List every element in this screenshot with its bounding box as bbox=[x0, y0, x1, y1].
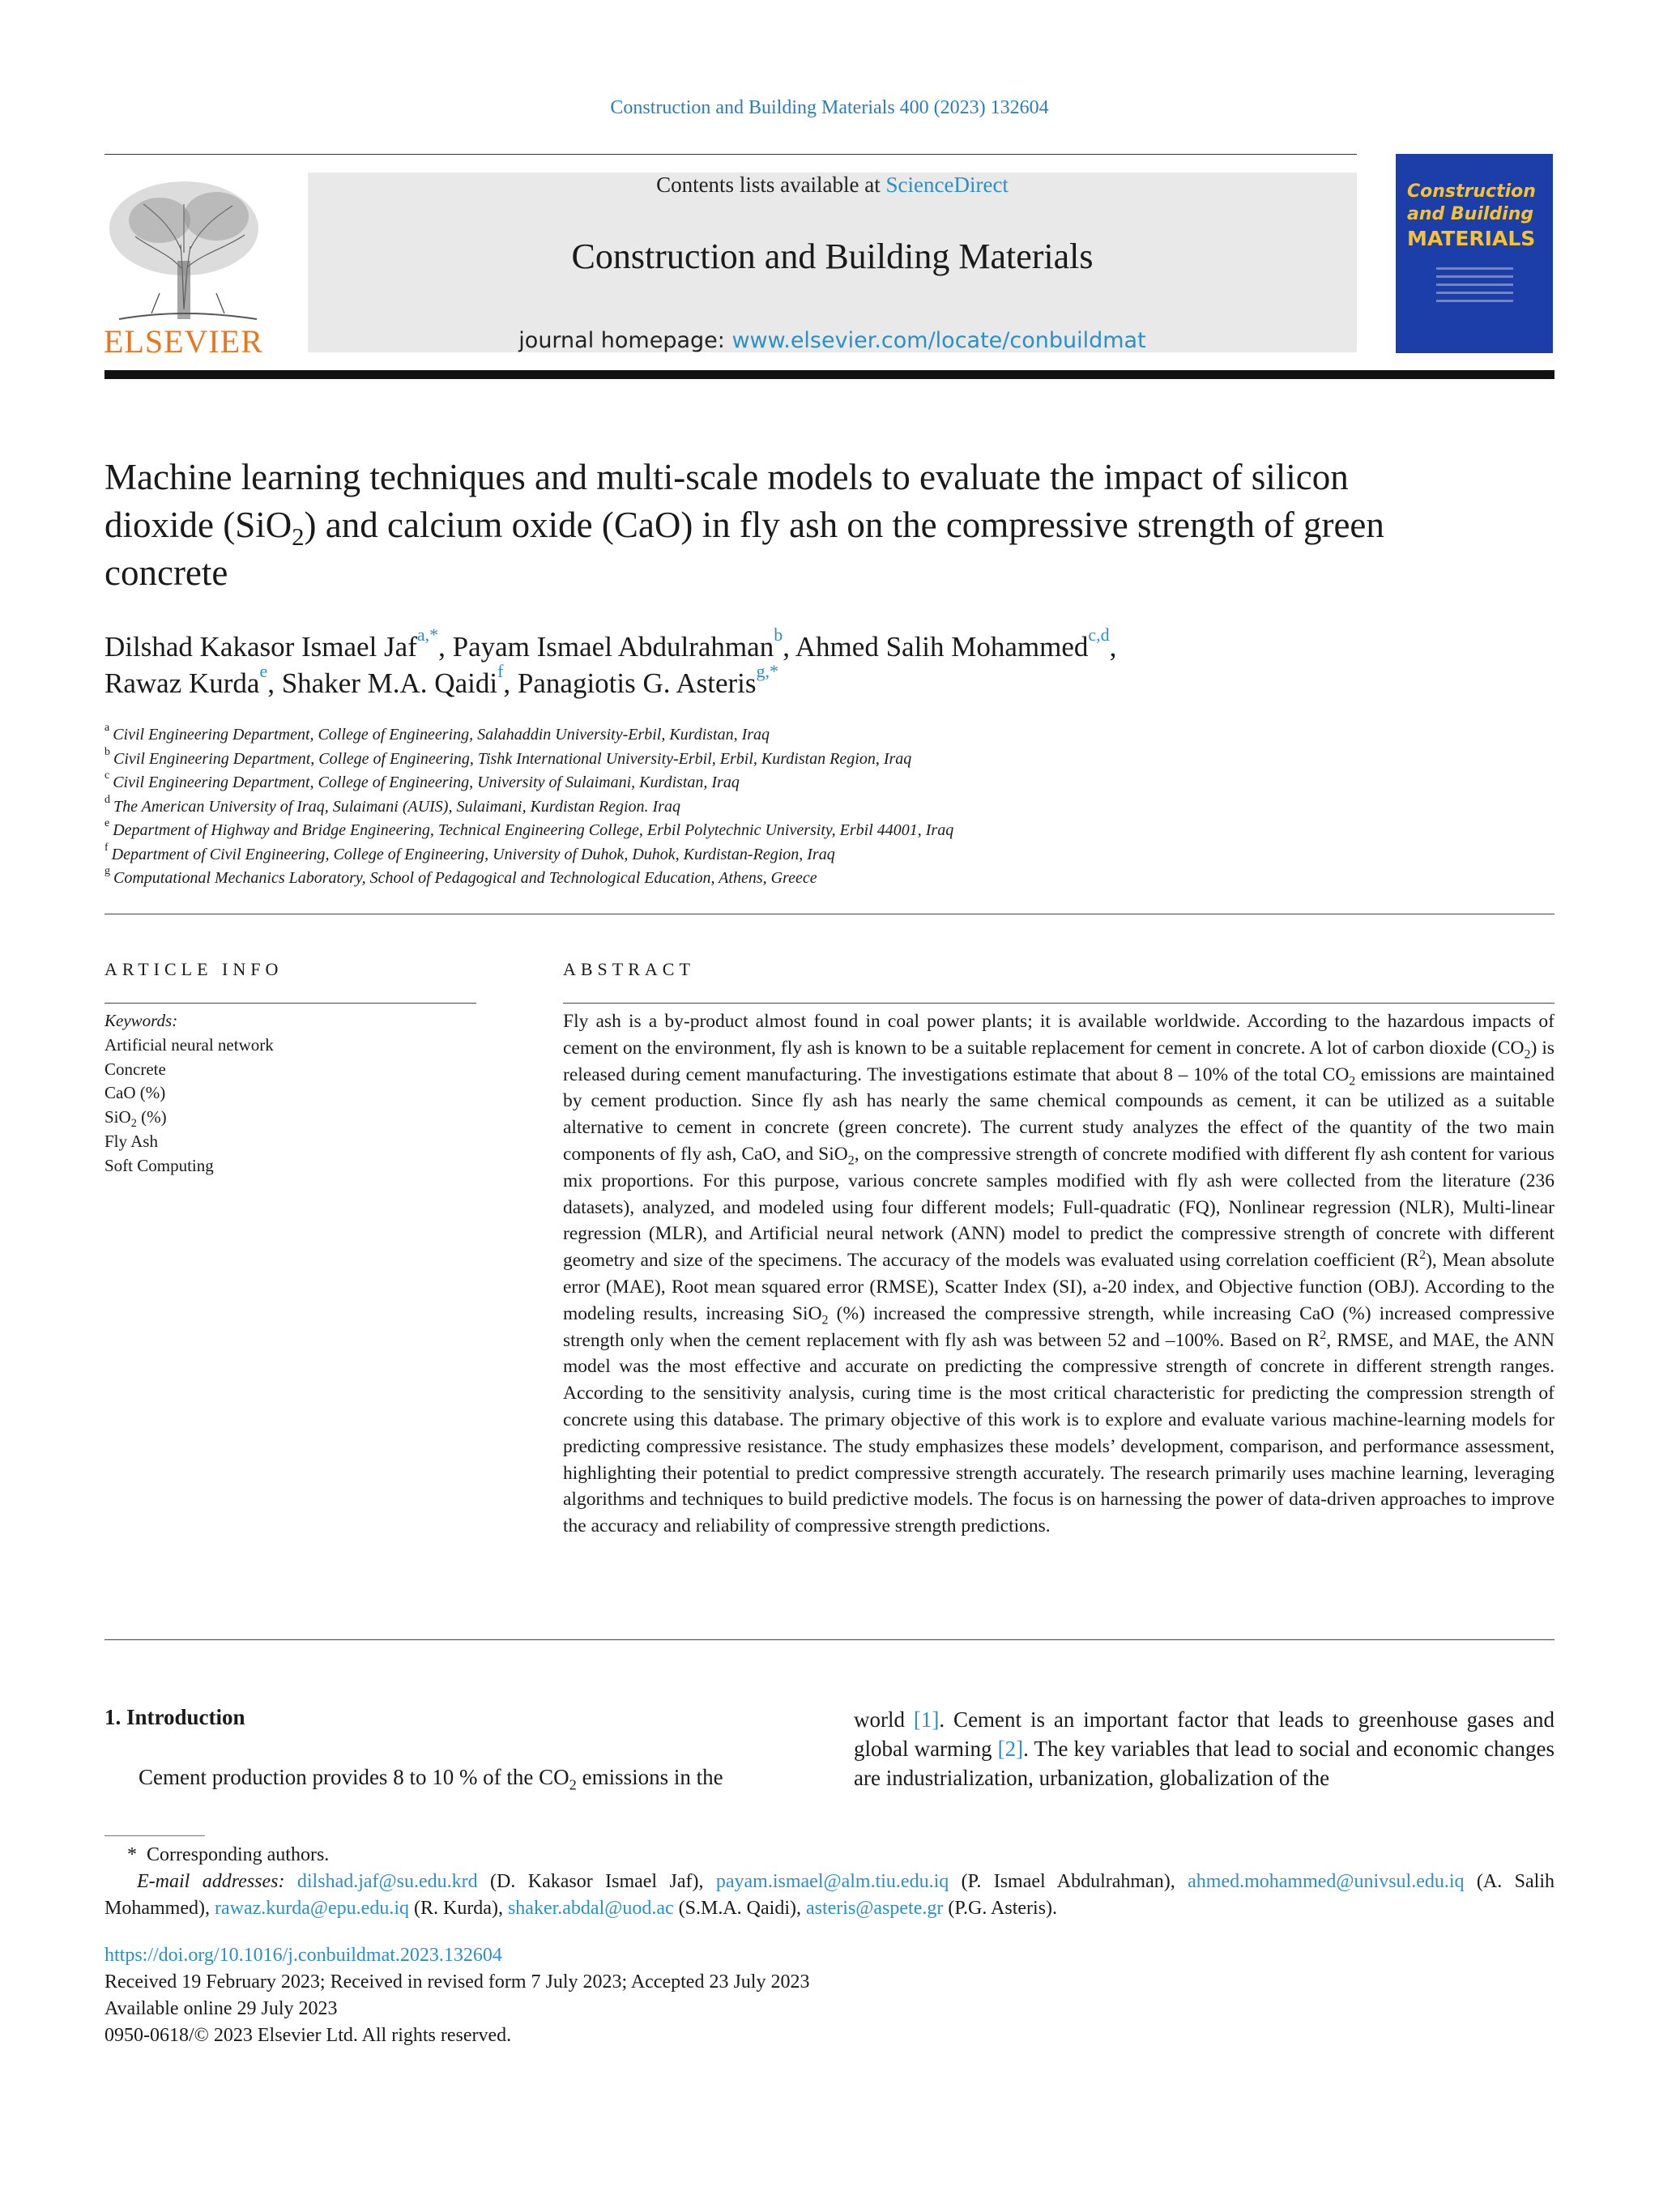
cover-text-line bbox=[1436, 292, 1513, 294]
intro-right-column: world [1]. Cement is an important factor that leads to greenhouse gases and global warming [2]. The key variables that lead to social and economic changes are industrialization, urbanization, globalization of the bbox=[854, 1707, 1555, 1790]
author-affiliation-marks[interactable]: a,* bbox=[416, 624, 439, 646]
corresponding-note: * Corresponding authors. bbox=[127, 1844, 330, 1865]
footnote-rule bbox=[104, 1835, 205, 1836]
author-name: Panagiotis G. Asteris bbox=[517, 667, 757, 699]
cover-title-line2: MATERIALS bbox=[1407, 227, 1536, 250]
footnotes bbox=[104, 1842, 1555, 1922]
affiliation-item: $^e$ Department of Highway and Bridge Engineering, Technical Engineering College, Erbil Polytechnic University, Erbil 44001, Iraq bbox=[104, 817, 954, 839]
keyword-item: CaO (%) bbox=[104, 1083, 166, 1103]
journal-citation-link[interactable]: Construction and Building Materials 400 (2023) 132604 bbox=[610, 97, 1049, 118]
keywords-label: Keywords: bbox=[104, 1011, 178, 1030]
journal-title: Construction and Building Materials bbox=[571, 237, 1094, 276]
author-affiliation-marks[interactable]: b bbox=[774, 624, 783, 646]
author-affiliation-marks[interactable]: e bbox=[259, 661, 268, 682]
keyword-item: Artificial neural network bbox=[104, 1034, 274, 1055]
cover-text-line bbox=[1436, 275, 1513, 278]
keywords-list bbox=[104, 1009, 469, 1178]
abstract-heading: ABSTRACT bbox=[563, 959, 695, 979]
available-online: Available online 29 July 2023 bbox=[104, 1998, 338, 2019]
introduction-heading: 1. Introduction bbox=[104, 1705, 245, 1729]
keyword-item: Soft Computing bbox=[104, 1155, 214, 1175]
email-link[interactable]: payam.ismael@alm.tiu.edu.iq bbox=[715, 1871, 949, 1892]
homepage-link[interactable]: www.elsevier.com/locate/conbuildmat bbox=[731, 328, 1146, 353]
abstract-text: Fly ash is a by-product almost found in coal power plants; it is available worldwide. According to the hazardous impacts of cement on the environment, fly ash is known to be a suitable replacement for cement in concrete. A lot of carbon dioxide $(CO_2)$ is released during cement manufacturing. The investigations estimate that about 8 – 10% of the total $CO_2$ emissions are maintained by cement production. Since fly ash has nearly the same chemical compounds as cement, it can be utilized as a suitable alternative to cement in concrete (green concrete). The current study analyzes the effect of the quantity of the two main components of fly ash, CaO, and SiO$_2$, on the compressive strength of concrete modified with different fly ash content for various mix proportions. For this purpose, various concrete samples modified with fly ash were collected from the literature (236 datasets), analyzed, and modeled using four different models; Full-quadratic (FQ), Nonlinear regression (NLR), Multi-linear regression (MLR), and Artificial neural network (ANN) model to predict the compressive strength of concrete with different geometry and size of the specimens. The accuracy of the models was evaluated using correlation coefficient $(R^2)$, Mean absolute error (MAE), Root mean squared error (RMSE), Scatter Index (SI), a-20 index, and Objective function (OBJ). According to the modeling results, increasing SiO$_2$ (%) increased the compressive strength, while increasing CaO (%) increased compressive strength only when the cement replacement with fly ash was between 52 and –100%. Based on $R^2$, RMSE, and MAE, the ANN model was the most effective and accurate on predicting the compressive strength of concrete in different strength ranges. According to the sensitivity analysis, curing time is the most critical characteristic for predicting the compression strength of concrete using this database. The primary objective of this work is to explore and evaluate various machine-learning models for predicting compressive resistance. The study emphasizes these models’ development, comparison, and performance assessment, highlighting their potential to predict compressive strength accurately. The research primarily uses machine learning, leveraging algorithms and techniques to build predictive models. The focus is on harnessing the power of data-driven approaches to improve the accuracy and reliability of compressive strength predictions. bbox=[563, 1011, 1555, 1537]
cover-title-line1: Construction and Building bbox=[1407, 181, 1536, 224]
cover-text-line bbox=[1436, 300, 1513, 302]
email-link[interactable]: shaker.abdal@uod.ac bbox=[507, 1898, 674, 1919]
email-link[interactable]: dilshad.jaf@su.edu.krd bbox=[296, 1871, 478, 1892]
author-affiliation-marks[interactable]: c,d bbox=[1088, 624, 1110, 646]
homepage-prefix: journal homepage: bbox=[518, 328, 732, 353]
contents-available bbox=[308, 173, 1357, 197]
reference-link[interactable]: [2] bbox=[997, 1737, 1024, 1761]
contents-prefix: Contents lists available at bbox=[656, 173, 886, 197]
abstract-end-rule bbox=[104, 1639, 1555, 1640]
sciencedirect-link[interactable]: ScienceDirect bbox=[885, 173, 1009, 197]
author-affiliation-marks[interactable]: f bbox=[497, 661, 504, 682]
cover-text-line bbox=[1436, 283, 1513, 286]
affiliation-item: $^f$ Department of Civil Engineering, College of Engineering, University of Duhok, Duhok, Kurdistan-Region, Iraq bbox=[104, 841, 835, 863]
author-list: Dilshad Kakasor Ismael Jaf$^{a,*}$, Payam Ismael Abdulrahman$^b$, Ahmed Salih Mohammed$^{c,d}$, Rawaz Kurda$^e$, Shaker M.A. Qaidi$^f$, Panagiotis G. Asteris$^{g,*}$ bbox=[104, 624, 1117, 699]
journal-homepage bbox=[308, 328, 1357, 353]
email-link[interactable]: ahmed.mohammed@univsul.edu.iq bbox=[1188, 1871, 1465, 1892]
abstract-rule bbox=[563, 1003, 1555, 1004]
intro-left-column: Cement production provides 8 to 10 % of the $CO_2$ emissions in the bbox=[139, 1765, 723, 1793]
elsevier-wordmark: ELSEVIER bbox=[104, 323, 263, 360]
author-affiliation-marks[interactable]: g,* bbox=[756, 661, 778, 682]
header-rule bbox=[104, 154, 1357, 155]
article-title: Machine learning techniques and multi-scale models to evaluate the impact of silicon dioxide (SiO$_2$) and calcium oxide (CaO) in fly ash on the compressive strength of green concrete bbox=[104, 457, 1384, 593]
email-addresses: E-mail addresses: dilshad.jaf@su.edu.krd (D. Kakasor Ismael Jaf), payam.ismael@alm.tiu.edu.iq (P. Ismael Abdulrahman), ahmed.mohammed@univsul.edu.iq (A. Salih Mohammed), rawaz.kurda@epu.edu.iq (R. Kurda), shaker.abdal@uod.ac (S.M.A. Qaidi), asteris@aspete.gr (P.G. Asteris). bbox=[104, 1871, 1555, 1919]
copyright-notice: 0950-0618/© 2023 Elsevier Ltd. All rights reserved. bbox=[104, 2025, 512, 2046]
publication-info bbox=[104, 1942, 1077, 2049]
article-info-rule bbox=[104, 1003, 476, 1004]
author-name: Shaker M.A. Qaidi bbox=[281, 667, 498, 699]
doi-link[interactable]: https://doi.org/10.1016/j.conbuildmat.2023.132604 bbox=[104, 1945, 502, 1966]
journal-masthead bbox=[308, 173, 1357, 352]
affiliation-item: $^b$ Civil Engineering Department, College of Engineering, Tishk International University-Erbil, Erbil, Kurdistan Region, Iraq bbox=[104, 745, 912, 768]
email-link[interactable]: rawaz.kurda@epu.edu.iq bbox=[214, 1898, 409, 1919]
cover-text-line bbox=[1436, 267, 1513, 270]
keyword-item: Fly Ash bbox=[104, 1131, 158, 1151]
affiliation-item: $^d$ The American University of Iraq, Sulaimani (AUIS), Sulaimani, Kurdistan Region. Iraq bbox=[104, 793, 680, 816]
author-name: Payam Ismael Abdulrahman bbox=[452, 631, 774, 663]
article-info-heading: ARTICLE INFO bbox=[104, 959, 284, 979]
affiliation-item: $^g$ Computational Mechanics Laboratory, School of Pedagogical and Technological Education, Athens, Greece bbox=[104, 865, 817, 887]
affiliation-item: $^c$ Civil Engineering Department, College of Engineering, University of Sulaimani, Kurdistan, Iraq bbox=[104, 769, 740, 791]
author-name: Rawaz Kurda bbox=[104, 667, 260, 699]
author-name: Ahmed Salih Mohammed bbox=[795, 631, 1089, 663]
received-dates: Received 19 February 2023; Received in revised form 7 July 2023; Accepted 23 July 2023 bbox=[104, 1971, 810, 1993]
reference-link[interactable]: [1] bbox=[913, 1707, 940, 1732]
masthead-rule bbox=[104, 370, 1555, 379]
email-link[interactable]: asteris@aspete.gr bbox=[805, 1898, 944, 1919]
affiliation-item: $^a$ Civil Engineering Department, College of Engineering, Salahaddin University-Erbil, Kurdistan, Iraq bbox=[104, 722, 770, 744]
author-name: Dilshad Kakasor Ismael Jaf bbox=[104, 631, 417, 663]
affiliations bbox=[104, 723, 1530, 891]
keyword-item: Concrete bbox=[104, 1059, 166, 1079]
journal-cover-thumbnail[interactable] bbox=[1396, 154, 1553, 353]
keyword-item: SiO$_2$ (%) bbox=[104, 1107, 167, 1131]
